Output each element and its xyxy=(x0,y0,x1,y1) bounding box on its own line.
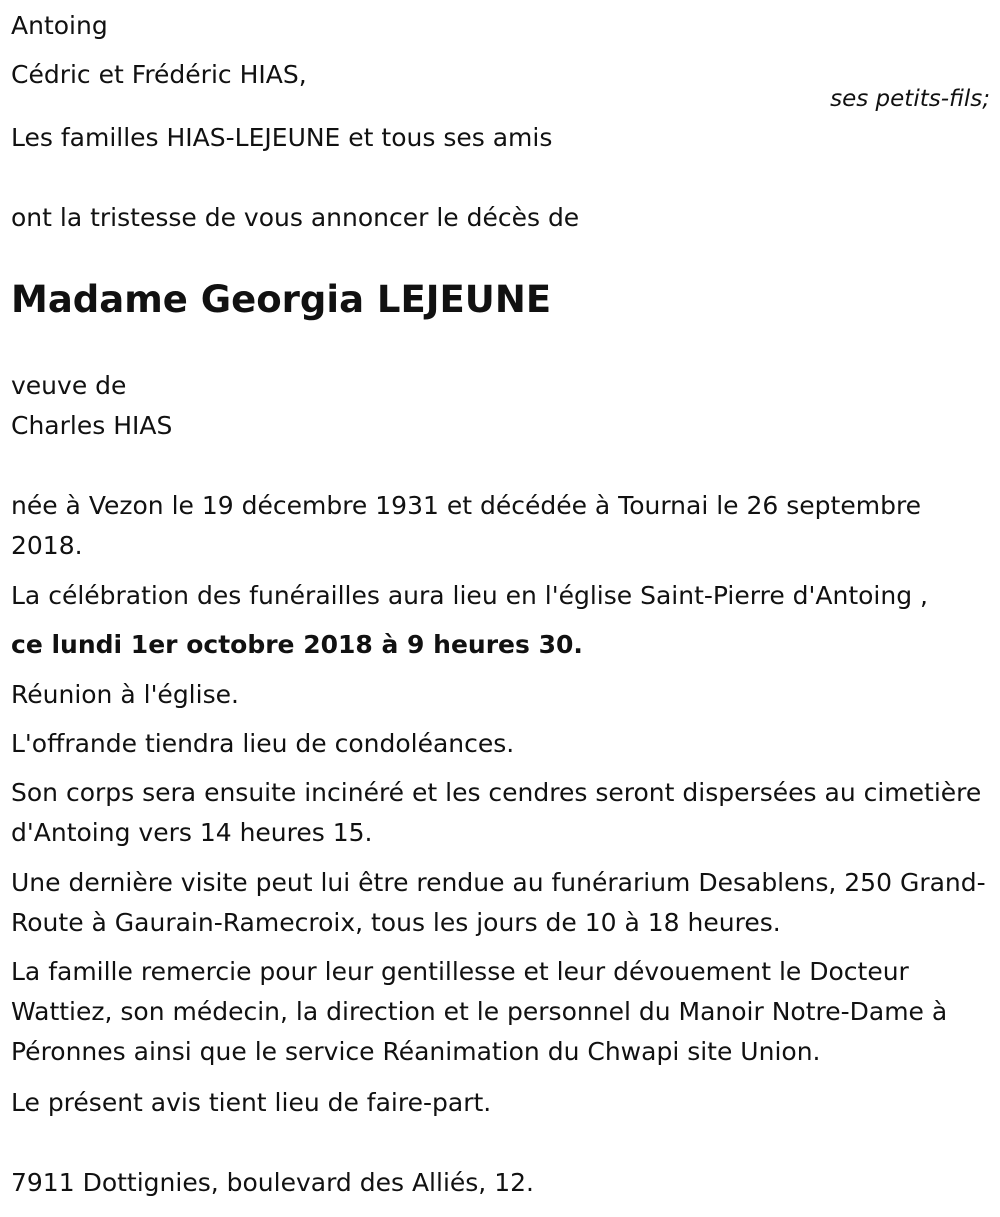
offering-line: L'offrande tiendra lieu de condoléances. xyxy=(11,729,515,758)
deceased-name: Madame Georgia LEJEUNE xyxy=(11,278,552,321)
address-line: 7911 Dottignies, boulevard des Alliés, 12. xyxy=(11,1168,534,1197)
birth-death-paragraph: née à Vezon le 19 décembre 1931 et décédée à Tournai le 26 septembre 2018. xyxy=(11,491,922,560)
announcement-text: ont la tristesse de vous annoncer le décès de xyxy=(11,203,580,232)
celebration-line: La célébration des funérailles aura lieu en l'église Saint-Pierre d'Antoing , xyxy=(11,581,928,610)
cremation-paragraph: Son corps sera ensuite incinéré et les cendres seront dispersées au cimetière d'Antoing vers 14 heures 15. xyxy=(11,778,982,847)
visit-paragraph: Une dernière visite peut lui être rendue au funérarium Desablens, 250 Grand-Route à Gaurain-Ramecroix, tous les jours de 10 à 18 heures. xyxy=(11,868,986,937)
spouse-name: Charles HIAS xyxy=(11,411,173,440)
celebration-date: ce lundi 1er octobre 2018 à 9 heures 30. xyxy=(11,630,583,659)
grandsons-names: Cédric et Frédéric HIAS, xyxy=(11,60,307,89)
families-line: Les familles HIAS-LEJEUNE et tous ses amis xyxy=(11,123,553,152)
notice-line: Le présent avis tient lieu de faire-part. xyxy=(11,1088,492,1117)
grandsons-role: ses petits-fils; xyxy=(830,86,990,112)
thanks-paragraph: La famille remercie pour leur gentillesse et leur dévouement le Docteur Wattiez, son médecin, la direction et le personnel du Manoir Notre-Dame à Péronnes ainsi que le service Réanimation du Chwapi site Union. xyxy=(11,957,948,1066)
meeting-line: Réunion à l'église. xyxy=(11,680,239,709)
place-name: Antoing xyxy=(11,11,108,40)
widow-label: veuve de xyxy=(11,371,127,400)
